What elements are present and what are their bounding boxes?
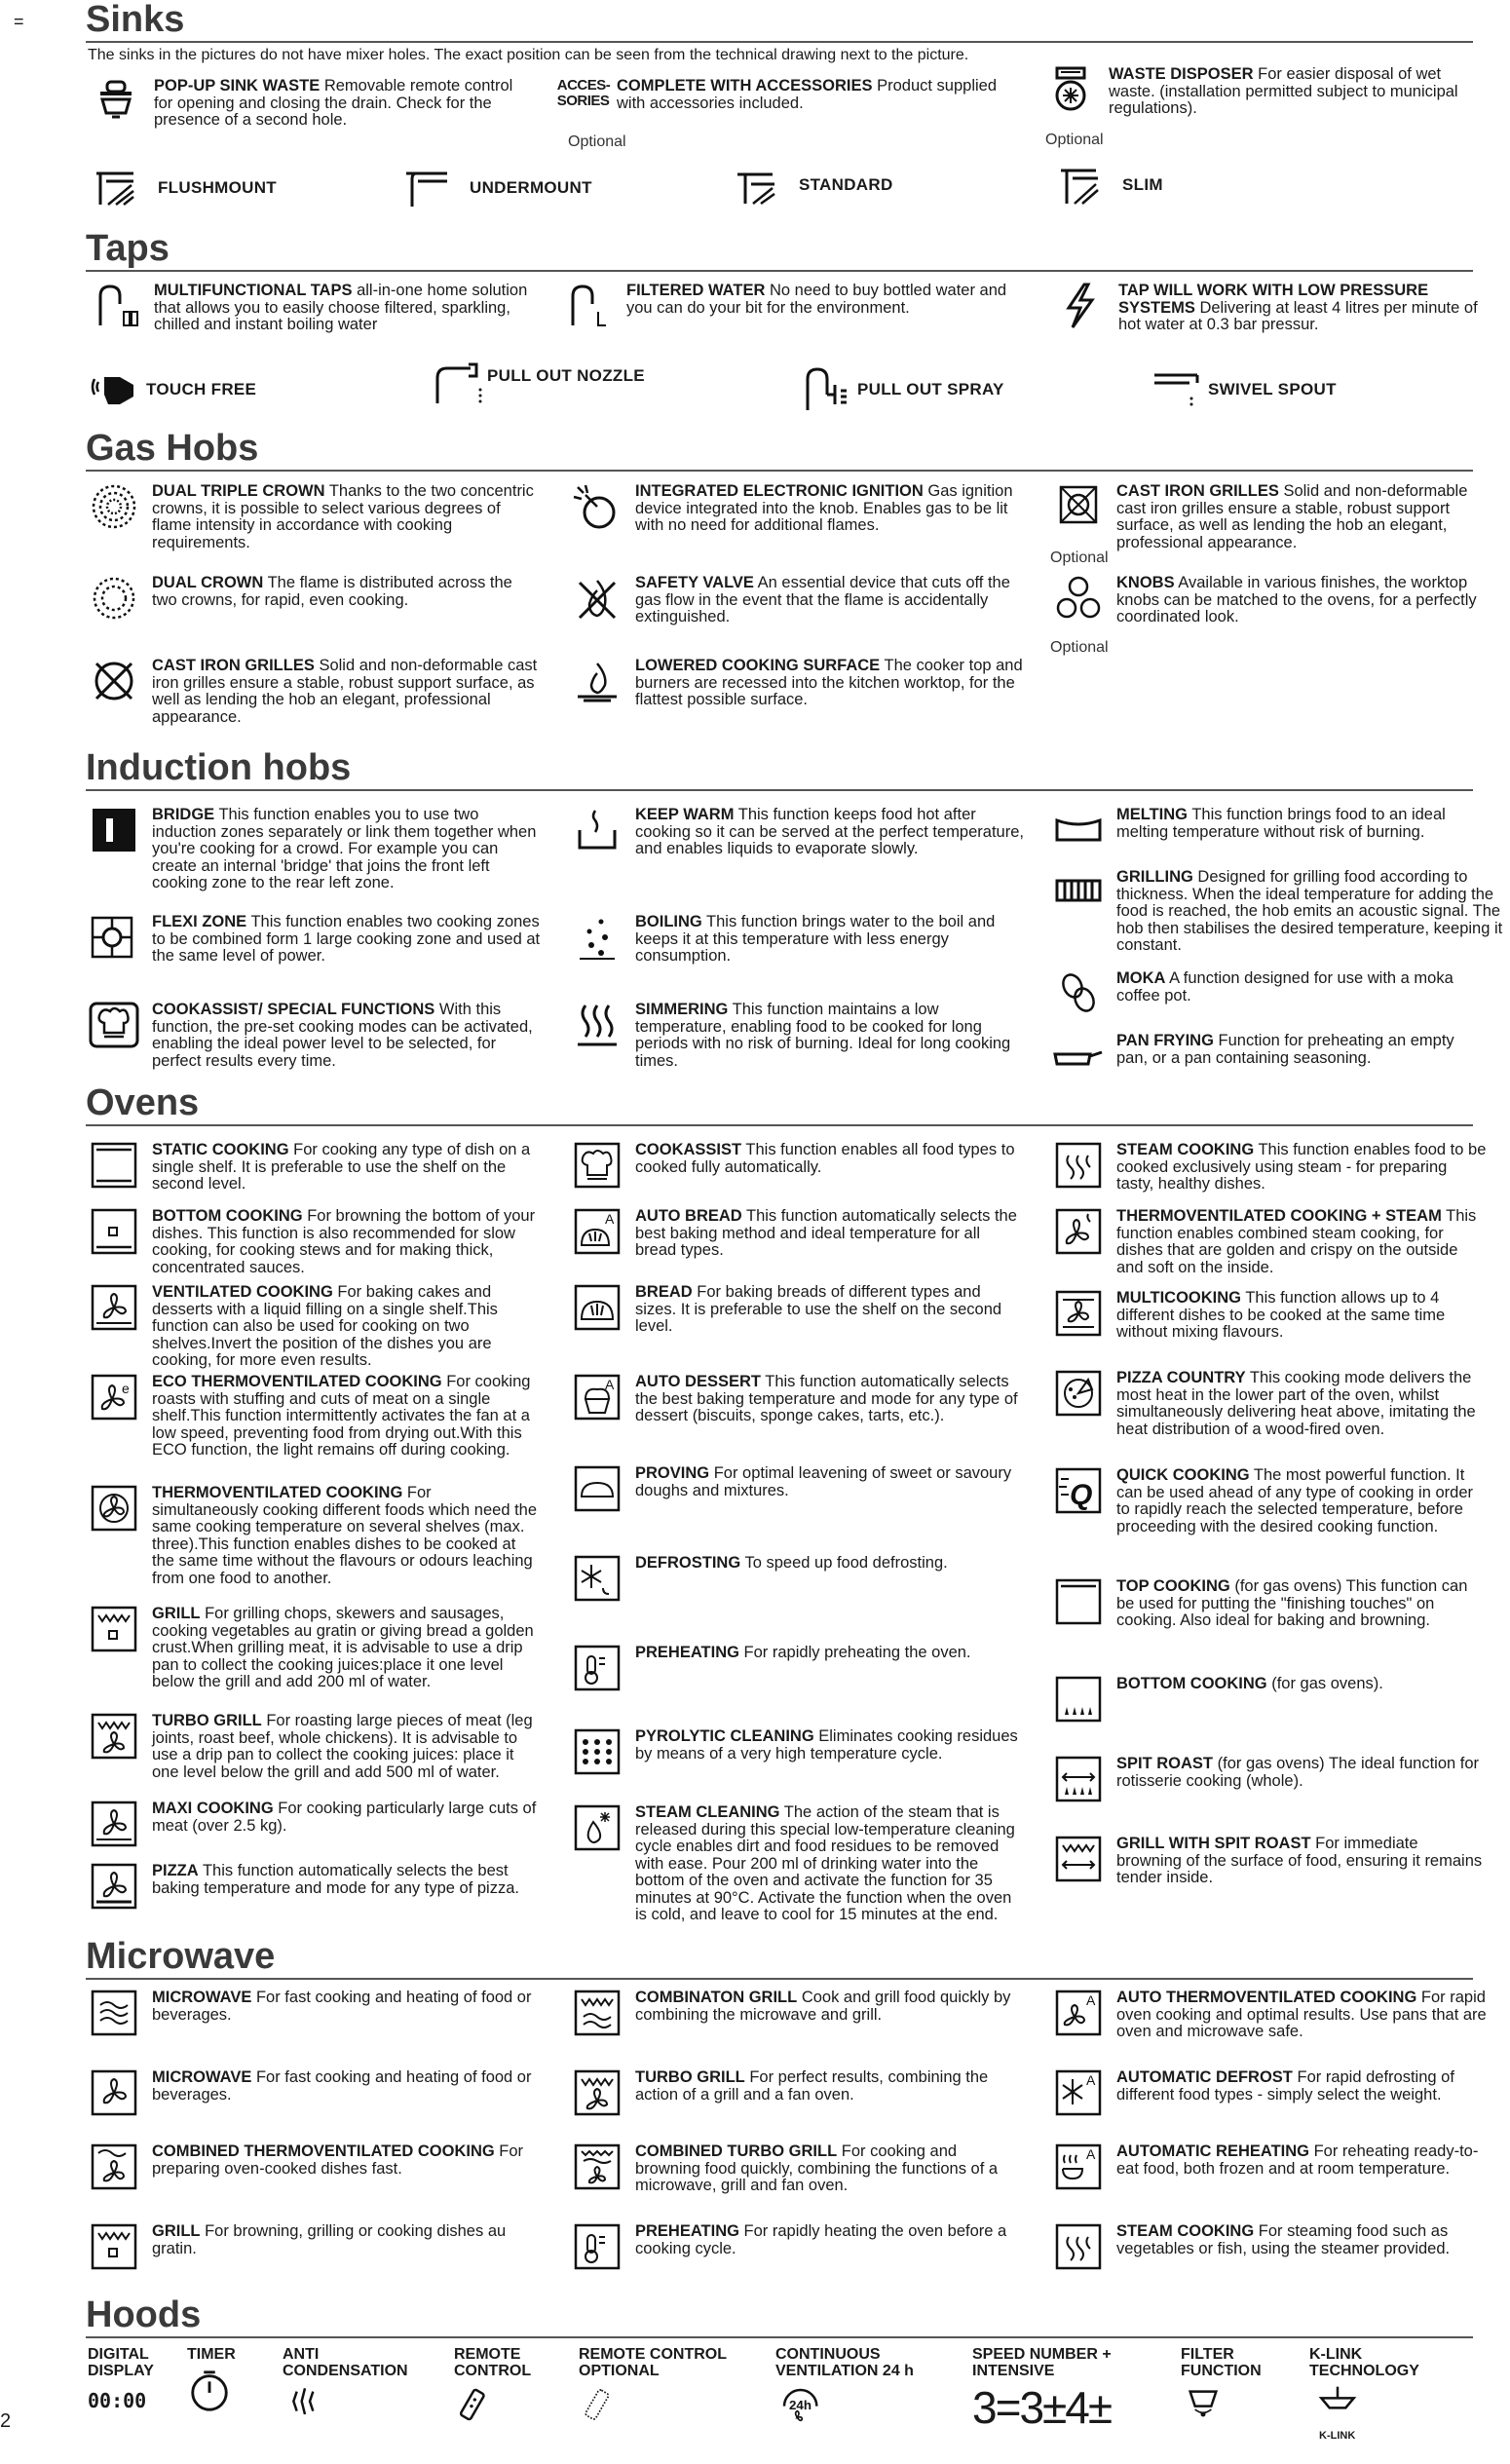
- grill-icon: [86, 1606, 142, 1654]
- microwave-waves-icon: [86, 1990, 142, 2038]
- mw-steam-cooking: STEAM COOKING For steaming food such as vegetables or fish, using the steamer provided.: [1050, 2223, 1487, 2272]
- triple-crown-icon: [86, 483, 142, 532]
- thermometer-icon: [569, 1645, 625, 1693]
- gas-dual-triple-crown: DUAL TRIPLE CROWN Thanks to the two concentric crowns, it is possible to select various degrees of flame intensity in accordance with cooking requirements.: [86, 483, 542, 551]
- thermo-steam-icon: [1050, 1208, 1107, 1257]
- optional-label: Optional: [1050, 550, 1109, 566]
- mw-turbo-grill: TURBO GRILL For perfect results, combining the action of a grill and a fan oven.: [569, 2069, 1025, 2118]
- speed-number-icon: 3=3±4±: [972, 2382, 1112, 2433]
- simmering-icon: [569, 1002, 625, 1050]
- eco-fan-icon: [86, 1374, 142, 1422]
- auto-reheat-icon: [1050, 2143, 1107, 2192]
- auto-thermo-icon: [1050, 1990, 1107, 2038]
- standard-icon: [729, 161, 785, 209]
- mw-thermometer-icon: [569, 2223, 625, 2272]
- remote-control-optional-icon: [579, 2385, 764, 2428]
- gas-lowered-surface: LOWERED COOKING SURFACE The cooker top and burners are recessed into the kitchen worktop, for the flattest possible surface.: [569, 658, 1025, 709]
- oven-defrosting: DEFROSTING To speed up food defrosting.: [569, 1555, 1025, 1604]
- taps-multifunctional: MULTIFUNCTIONAL TAPS all-in-one home solution that allows you to easily choose filtered, sparkling, chilled and instant boiling water: [88, 283, 544, 334]
- gas-hobs-section: [86, 429, 1473, 472]
- induction-section: [86, 748, 1473, 791]
- combined-turbo-grill-icon: [569, 2143, 625, 2192]
- hood-filter-function: FILTER FUNCTION: [1181, 2346, 1288, 2428]
- induction-simmering: SIMMERING This function maintains a low temperature, enabling food to be cooked for long periods with no risk of burning. Ideal for long cooking times.: [569, 1002, 1025, 1070]
- digital-display-icon: 00:00: [88, 2389, 147, 2412]
- tap-swivel-spout: SWIVEL SPOUT: [1150, 365, 1337, 414]
- anti-condensation-icon: [283, 2385, 399, 2428]
- accessories-icon: ACCES-SORIES: [556, 77, 611, 109]
- lowered-surface-icon: [569, 658, 625, 706]
- keep-warm-icon: [569, 807, 625, 855]
- pull-out-spray-icon: [799, 365, 855, 414]
- hood-remote-control: REMOTE CONTROL: [454, 2346, 551, 2428]
- svg-text:A: A: [1086, 1992, 1096, 2008]
- mw-auto-thermoventilated: A AUTO THERMOVENTILATED COOKING For rapid oven cooking and optimal results. Use pans that are oven and microwave safe.: [1050, 1990, 1487, 2041]
- sinks-feature-popup: POP-UP SINK WASTE Removable remote control for opening and closing the drain. Check for the presence of a second hole.: [88, 78, 524, 130]
- oven-auto-dessert: A AUTO DESSERT This function automatically selects the best baking temperature and mode for any type of dessert (biscuits, sponge cakes, tarts, etc.).: [569, 1374, 1025, 1425]
- auto-defrost-icon: [1050, 2069, 1107, 2118]
- thermo-fan-icon: [86, 1485, 142, 1534]
- optional-label: Optional: [568, 133, 626, 150]
- ignition-icon: [569, 483, 625, 532]
- slim-icon: [1052, 161, 1109, 209]
- bridge-icon: [86, 807, 142, 855]
- popup-waste-icon: [88, 78, 144, 127]
- sinks-title: Sinks: [86, 0, 185, 40]
- tap-touch-free: TOUCH FREE: [88, 365, 256, 414]
- svg-text:A: A: [605, 1211, 615, 1227]
- microwave-section: [86, 1937, 1473, 1980]
- safety-valve-icon: [569, 575, 625, 624]
- mw-grill-icon: [86, 2223, 142, 2272]
- swivel-spout-icon: [1150, 365, 1206, 414]
- mw-automatic-defrost: A AUTOMATIC DEFROST For rapid defrosting of different food types - simply select the weight.: [1050, 2069, 1487, 2118]
- turbo-grill-icon: [86, 1713, 142, 1762]
- multifunction-tap-icon: [88, 283, 144, 331]
- tap-pull-out-spray: PULL OUT SPRAY: [799, 365, 1004, 414]
- hood-speed-number: SPEED NUMBER + INTENSIVE 3=3±4±: [972, 2346, 1138, 2430]
- gas-safety-valve: SAFETY VALVE An essential device that cuts off the gas flow in the event that the flame is accidentally extinguished.: [569, 575, 1025, 626]
- gas-hobs-title: Gas Hobs: [86, 428, 259, 469]
- induction-boiling: BOILING This function brings water to the boil and keeps it at this temperature with less energy consumption.: [569, 914, 1025, 966]
- taps-low-pressure: TAP WILL WORK WITH LOW PRESSURE SYSTEMS Delivering at least 4 litres per minute of hot water at 0.3 bar pressur.: [1052, 283, 1489, 334]
- taps-section: [86, 229, 1473, 272]
- waste-disposer-icon: [1042, 66, 1099, 115]
- oven-steam-cleaning: STEAM CLEANING The action of the steam that is released during this special low-temperature cleaning cycle enables dirt and food residues to be removed with ease. Pour 200 ml of drinking water into the bottom of the oven and activate the function for 35 minutes at 90°C. Activate the function when the oven is cold, and leave to cool for 15 minutes at the end.: [569, 1804, 1025, 1924]
- oven-spit-roast: SPIT ROAST (for gas ovens) The ideal function for rotisserie cooking (whole).: [1050, 1756, 1487, 1804]
- sinks-feature-accessories: ACCES-SORIES COMPLETE WITH ACCESSORIES Product supplied with accessories included.: [560, 78, 1006, 127]
- flushmount-icon: [88, 164, 144, 212]
- sinks-note: The sinks in the pictures do not have mixer holes. The exact position can be seen from the technical drawing next to the picture.: [88, 47, 969, 63]
- coffee-beans-icon: [1050, 970, 1107, 1019]
- bread-icon: [569, 1284, 625, 1333]
- oven-bottom: BOTTOM COOKING For browning the bottom of your dishes. This function is also recommended for slow cooking, for cooking stews and for making thick, concentrated sauces.: [86, 1208, 542, 1276]
- svg-text:A: A: [1086, 2146, 1096, 2162]
- oven-maxi-cooking: MAXI COOKING For cooking particularly large cuts of meat (over 2.5 kg).: [86, 1801, 542, 1849]
- svg-text:Q: Q: [1070, 1479, 1093, 1511]
- oven-pizza: PIZZA This function automatically selects the best baking temperature and mode for any type of pizza.: [86, 1863, 542, 1912]
- oven-proving: PROVING For optimal leavening of sweet or savoury doughs and mixtures.: [569, 1465, 1025, 1514]
- mount-slim: SLIM: [1052, 161, 1163, 209]
- melting-icon: [1050, 807, 1107, 855]
- bottom-flame-icon: [1050, 1676, 1107, 1725]
- section-divider: [86, 2336, 1473, 2338]
- undermount-icon: [399, 164, 456, 212]
- induction-grilling: GRILLING Designed for grilling food according to thickness. When the ideal temperature for adding the food is reached, the hob emits an acoustic signal. The hob then stabilises the desired temperature, keeping it constant.: [1050, 869, 1506, 955]
- auto-dessert-icon: [569, 1374, 625, 1422]
- svg-text:A: A: [1086, 2072, 1096, 2088]
- mw-combined-turbo-grill: COMBINED TURBO GRILL For cooking and browning food quickly, combining the functions of a microwave, grill and fan oven.: [569, 2143, 1025, 2195]
- mw-combined-thermoventilated: COMBINED THERMOVENTILATED COOKING For preparing oven-cooked dishes fast.: [86, 2143, 542, 2192]
- sinks-feature-disposer: WASTE DISPOSER For easier disposal of wet waste. (installation permitted subject to municipal regulations).: [1042, 66, 1479, 118]
- spit-roast-icon: [1050, 1756, 1107, 1804]
- gas-knobs: KNOBS Available in various finishes, the worktop knobs can be matched to the ovens, for a perfectly coordinated look.: [1050, 575, 1487, 626]
- grill-spit-icon: [1050, 1836, 1107, 1884]
- steam-cleaning-icon: [569, 1804, 625, 1853]
- oven-bread: BREAD For baking breads of different types and sizes. It is preferable to use the shelf on the second level.: [569, 1284, 1025, 1336]
- oven-grill-spit-roast: GRILL WITH SPIT ROAST For immediate browning of the surface of food, ensuring it remains tender inside.: [1050, 1836, 1487, 1887]
- tap-pull-out-nozzle: PULL OUT NOZZLE: [429, 360, 645, 409]
- page-marker: =: [14, 12, 24, 31]
- combination-grill-icon: [569, 1990, 625, 2038]
- induction-keep-warm: KEEP WARM This function keeps food hot after cooking so it can be served at the perfect temperature, and enables liquids to evaporate slowly.: [569, 807, 1025, 858]
- mount-undermount: UNDERMOUNT: [399, 164, 592, 212]
- induction-bridge: BRIDGE This function enables you to use two induction zones separately or link them together when you're cooking for a crowd. For example you can create an internal 'bridge' that joins the front left cooking zone to the rear left zone.: [86, 807, 542, 892]
- hoods-section: [86, 2295, 1473, 2338]
- cast-iron-grille-square-icon: [1050, 483, 1107, 532]
- oven-preheating: PREHEATING For rapidly preheating the oven.: [569, 1645, 1025, 1693]
- mount-flushmount: FLUSHMOUNT: [88, 164, 277, 212]
- bottom-cooking-icon: [86, 1208, 142, 1257]
- oven-top-cooking: TOP COOKING (for gas ovens) This function can be used for putting the "finishing touches" on cooking. Also ideal for baking and browning.: [1050, 1578, 1487, 1630]
- pull-out-nozzle-icon: [429, 360, 485, 409]
- flexi-zone-icon: [86, 914, 142, 963]
- optional-label: Optional: [1045, 132, 1104, 148]
- induction-cookassist: COOKASSIST/ SPECIAL FUNCTIONS With this function, the pre-set cooking modes can be activated, enabling the ideal power level to be selected, for perfect results every time.: [86, 1002, 542, 1070]
- gas-cast-iron-grilles: CAST IRON GRILLES Solid and non-deformable cast iron grilles ensure a stable, robust support surface, as well as lending the hob an elegant, professional appearance.: [86, 658, 542, 726]
- pizza-icon: [1050, 1370, 1107, 1419]
- multicooking-icon: [1050, 1290, 1107, 1339]
- section-divider: [86, 1124, 1473, 1126]
- mw-thermo-icon: [86, 2143, 142, 2192]
- induction-pan-frying: PAN FRYING Function for preheating an empty pan, or a pan containing seasoning.: [1050, 1033, 1487, 1081]
- pyrolytic-icon: [569, 1728, 625, 1777]
- sinks-section: [86, 0, 1473, 64]
- chef-hat-icon: [86, 1002, 142, 1050]
- lightning-icon: [1052, 283, 1109, 331]
- gas-electronic-ignition: INTEGRATED ELECTRONIC IGNITION Gas ignition device integrated into the knob. Enables gas to be lit with no need for additional flames.: [569, 483, 1025, 535]
- taps-title: Taps: [86, 228, 170, 269]
- filtered-water-icon: [560, 283, 617, 331]
- hood-digital-display: DIGITAL DISPLAY 00:00: [88, 2346, 166, 2409]
- oven-static: STATIC COOKING For cooking any type of dish on a single shelf. It is preferable to use the shelf on the second level.: [86, 1142, 542, 1194]
- ventilation-24h-icon: [775, 2385, 951, 2428]
- top-cooking-icon: [1050, 1578, 1107, 1627]
- oven-pyrolytic: PYROLYTIC CLEANING Eliminates cooking residues by means of a very high temperature cycle.: [569, 1728, 1025, 1777]
- chef-hat-icon: [569, 1142, 625, 1191]
- mount-standard: STANDARD: [729, 161, 893, 209]
- oven-quick-cooking: Q QUICK COOKING The most powerful function. It can be used ahead of any type of cooking in order to rapidly reach the selected temperature, before proceeding with the desired cooking function.: [1050, 1467, 1487, 1535]
- remote-control-icon: [454, 2385, 551, 2428]
- oven-auto-bread: A AUTO BREAD This function automatically selects the best baking method and ideal temperature for all bread types.: [569, 1208, 1025, 1260]
- mw-automatic-reheating: A AUTOMATIC REHEATING For reheating ready-to-eat food, both frozen and at room temperature.: [1050, 2143, 1487, 2192]
- gas-cast-iron-grilles-opt: CAST IRON GRILLES Solid and non-deformable cast iron grilles ensure a stable, robust support surface, as well as lending the hob an elegant, professional appearance.: [1050, 483, 1487, 551]
- page-number: 2: [0, 2410, 12, 2432]
- cast-iron-grille-icon: [86, 658, 142, 706]
- quick-cooking-icon: [1050, 1467, 1107, 1516]
- hood-anti-condensation: ANTI CONDENSATION: [283, 2346, 399, 2428]
- boiling-icon: [569, 914, 625, 963]
- oven-thermo-steam: THERMOVENTILATED COOKING + STEAM This function enables combined steam cooking, for dishes that are golden and crispy on the outside and soft on the inside.: [1050, 1208, 1487, 1276]
- dual-crown-icon: [86, 575, 142, 624]
- svg-text:24h: 24h: [789, 2398, 812, 2412]
- mw-microwave-2: MICROWAVE For fast cooking and heating of food or beverages.: [86, 2069, 542, 2118]
- microwave-fan-icon: [86, 2069, 142, 2118]
- hoods-title: Hoods: [86, 2294, 202, 2335]
- gas-dual-crown: DUAL CROWN The flame is distributed across the two crowns, for rapid, even cooking.: [86, 575, 542, 624]
- auto-bread-icon: [569, 1208, 625, 1257]
- knobs-icon: [1050, 575, 1107, 624]
- section-divider: [86, 789, 1473, 791]
- mw-grill: GRILL For browning, grilling or cooking dishes au gratin.: [86, 2223, 542, 2272]
- section-divider: [86, 470, 1473, 472]
- mw-preheating: PREHEATING For rapidly heating the oven before a cooking cycle.: [569, 2223, 1025, 2272]
- oven-turbo-grill: TURBO GRILL For roasting large pieces of meat (leg joints, roast beef, whole chickens). It is advisable to use a drip pan to collect the cooking juices: place it one level below the grill and add 500 ml of water.: [86, 1713, 542, 1781]
- pizza-fan-icon: [86, 1863, 142, 1912]
- induction-title: Induction hobs: [86, 747, 352, 788]
- svg-text:e: e: [122, 1381, 130, 1396]
- filter-icon: [1181, 2385, 1288, 2428]
- mw-steam-icon: [1050, 2223, 1107, 2272]
- section-divider: [86, 1978, 1473, 1980]
- snowflake-icon: [569, 1555, 625, 1604]
- oven-thermoventilated: THERMOVENTILATED COOKING For simultaneously cooking different foods which need the same cooking temperature on several shelves (max. three).This function enables dishes to be cooked at the same time without the flavours or odours leaching from one food to another.: [86, 1485, 542, 1587]
- hood-timer: TIMER: [187, 2346, 255, 2417]
- touch-free-icon: [88, 365, 144, 414]
- oven-eco-thermoventilated: e ECO THERMOVENTILATED COOKING For cooking roasts with stuffing and cuts of meat on a single shelf.This function intermittently activates the fan at a low speed, preventing food from drying out.With this ECO function, the light remains off during cooking.: [86, 1374, 542, 1459]
- oven-cookassist: COOKASSIST This function enables all food types to cooked fully automatically.: [569, 1142, 1025, 1191]
- steam-icon: [1050, 1142, 1107, 1191]
- optional-label: Optional: [1050, 639, 1109, 656]
- hood-continuous-ventilation: CONTINUOUS VENTILATION 24 h 24h: [775, 2346, 951, 2428]
- section-divider: [86, 270, 1473, 272]
- hood-remote-control-optional: REMOTE CONTROL OPTIONAL: [579, 2346, 764, 2428]
- oven-bottom-gas: BOTTOM COOKING (for gas ovens).: [1050, 1676, 1487, 1725]
- static-cooking-icon: [86, 1142, 142, 1191]
- induction-moka: MOKA A function designed for use with a moka coffee pot.: [1050, 970, 1487, 1019]
- oven-ventilated: VENTILATED COOKING For baking cakes and desserts with a liquid filling on a single shelf.This function can also be used for cooking on two shelves.Invert the position of the dishes you are cooking, for more even results.: [86, 1284, 542, 1370]
- timer-icon: [187, 2369, 255, 2417]
- pan-icon: [1050, 1033, 1107, 1081]
- k-link-text: K-LINK: [1319, 2430, 1356, 2442]
- ovens-section: [86, 1083, 1473, 1126]
- fan-icon: [86, 1284, 142, 1333]
- proving-icon: [569, 1465, 625, 1514]
- oven-pizza-country: PIZZA COUNTRY This cooking mode delivers the most heat in the lower part of the oven, whilst simultaneously delivering heat above, imitating the heat distribution of a wood-fired oven.: [1050, 1370, 1487, 1438]
- hood-k-link: K-LINK TECHNOLOGY K-LINK: [1309, 2346, 1426, 2445]
- maxi-cooking-icon: [86, 1801, 142, 1849]
- taps-filtered: FILTERED WATER No need to buy bottled water and you can do your bit for the environment.: [560, 283, 1016, 331]
- induction-flexi-zone: FLEXI ZONE This function enables two cooking zones to be combined form 1 large cooking zone and used at the same level of power.: [86, 914, 542, 966]
- mw-turbo-grill-icon: [569, 2069, 625, 2118]
- svg-text:A: A: [605, 1377, 615, 1392]
- microwave-title: Microwave: [86, 1936, 276, 1977]
- section-divider: [86, 41, 1473, 43]
- oven-steam-cooking: STEAM COOKING This function enables food to be cooked exclusively using steam - for preparing tasty, healthy dishes.: [1050, 1142, 1487, 1194]
- mw-combination-grill: COMBINATON GRILL Cook and grill food quickly by combining the microwave and grill.: [569, 1990, 1025, 2038]
- ovens-title: Ovens: [86, 1082, 200, 1123]
- mw-microwave-1: MICROWAVE For fast cooking and heating of food or beverages.: [86, 1990, 542, 2038]
- k-link-icon: [1309, 2385, 1426, 2428]
- induction-melting: MELTING This function brings food to an ideal melting temperature without risk of burning.: [1050, 807, 1487, 855]
- grilling-icon: [1050, 869, 1107, 918]
- oven-grill: GRILL For grilling chops, skewers and sausages, cooking vegetables au gratin or giving bread a golden crust.When grilling meat, it is advisable to use a drip pan to collect the cooking juices:place it one level below the grill and add 200 ml of water.: [86, 1606, 542, 1691]
- oven-multicooking: MULTICOOKING This function allows up to 4 different dishes to be cooked at the same time without mixing flavours.: [1050, 1290, 1487, 1342]
